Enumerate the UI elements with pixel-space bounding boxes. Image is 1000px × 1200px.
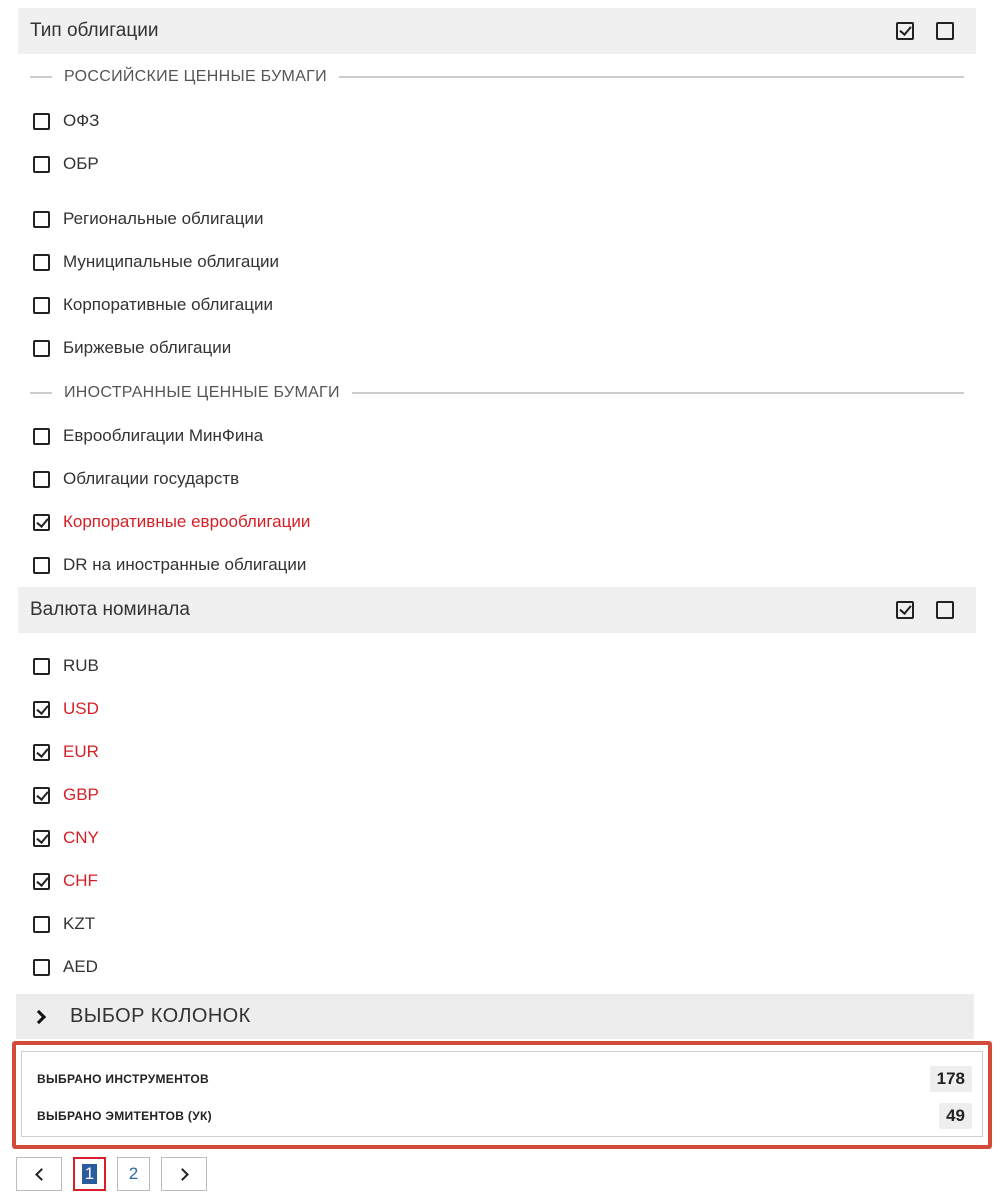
bond-type-header [18,8,976,54]
option-eur[interactable]: EUR [33,740,99,764]
clear-all-bond-types-icon[interactable] [936,22,954,40]
issuers-count-row [37,1101,972,1131]
checkbox-icon[interactable] [33,156,50,173]
option-obr[interactable]: ОБР [33,152,99,176]
currency-title: Валюта номинала [30,599,190,620]
checkbox-icon[interactable] [33,211,50,228]
column-selection-toggle[interactable] [16,994,974,1039]
group-label-foreign: ИНОСТРАННЫЕ ЦЕННЫЕ БУМАГИ [30,383,964,403]
issuers-label: ВЫБРАНО ЭМИТЕНТОВ (УК) [37,1109,212,1123]
checkbox-icon[interactable] [33,297,50,314]
checkbox-checked-icon[interactable] [33,701,50,718]
page-1-button[interactable]: 1 [73,1157,106,1191]
pagination [16,1157,207,1191]
option-rub[interactable]: RUB [33,654,99,678]
currency-header [18,587,976,633]
chevron-left-icon [35,1168,48,1181]
checkbox-checked-icon[interactable] [33,514,50,531]
checkbox-icon[interactable] [33,916,50,933]
instruments-label: ВЫБРАНО ИНСТРУМЕНТОВ [37,1072,209,1086]
chevron-right-icon [176,1168,189,1181]
option-municipal[interactable]: Муниципальные облигации [33,250,279,274]
instruments-count: 178 [930,1066,972,1092]
option-kzt[interactable]: KZT [33,912,95,936]
option-gbp[interactable]: GBP [33,783,99,807]
checkbox-icon[interactable] [33,254,50,271]
clear-all-currencies-icon[interactable] [936,601,954,619]
checkbox-icon[interactable] [33,471,50,488]
prev-page-button[interactable] [16,1157,62,1191]
option-corporate[interactable]: Корпоративные облигации [33,293,273,317]
next-page-button[interactable] [161,1157,207,1191]
option-ofz[interactable]: ОФЗ [33,109,99,133]
checkbox-checked-icon[interactable] [33,830,50,847]
issuers-count: 49 [939,1103,972,1129]
option-chf[interactable]: CHF [33,869,98,893]
chevron-right-icon [32,1009,46,1023]
page-2-button[interactable]: 2 [117,1157,150,1191]
option-regional[interactable]: Региональные облигации [33,207,263,231]
summary-highlight [12,1041,992,1149]
instruments-count-row [37,1064,972,1094]
group-label-russian: РОССИЙСКИЕ ЦЕННЫЕ БУМАГИ [30,67,964,87]
option-eurobonds-minfin[interactable]: Еврооблигации МинФина [33,424,263,448]
checkbox-icon[interactable] [33,557,50,574]
checkbox-icon[interactable] [33,428,50,445]
checkbox-checked-icon[interactable] [33,873,50,890]
checkbox-icon[interactable] [33,658,50,675]
option-cny[interactable]: CNY [33,826,99,850]
checkbox-checked-icon[interactable] [33,744,50,761]
option-exchange[interactable]: Биржевые облигации [33,336,231,360]
column-selection-label: ВЫБОР КОЛОНОК [70,1005,251,1027]
option-dr-foreign[interactable]: DR на иностранные облигации [33,553,306,577]
summary-panel [21,1051,983,1137]
select-all-currencies-icon[interactable] [896,601,914,619]
option-aed[interactable]: AED [33,955,98,979]
checkbox-icon[interactable] [33,959,50,976]
option-usd[interactable]: USD [33,697,99,721]
checkbox-icon[interactable] [33,340,50,357]
option-sovereign[interactable]: Облигации государств [33,467,239,491]
checkbox-icon[interactable] [33,113,50,130]
option-corporate-eurobonds[interactable]: Корпоративные еврооблигации [33,510,310,534]
checkbox-checked-icon[interactable] [33,787,50,804]
bond-type-title: Тип облигации [30,20,159,41]
select-all-bond-types-icon[interactable] [896,22,914,40]
